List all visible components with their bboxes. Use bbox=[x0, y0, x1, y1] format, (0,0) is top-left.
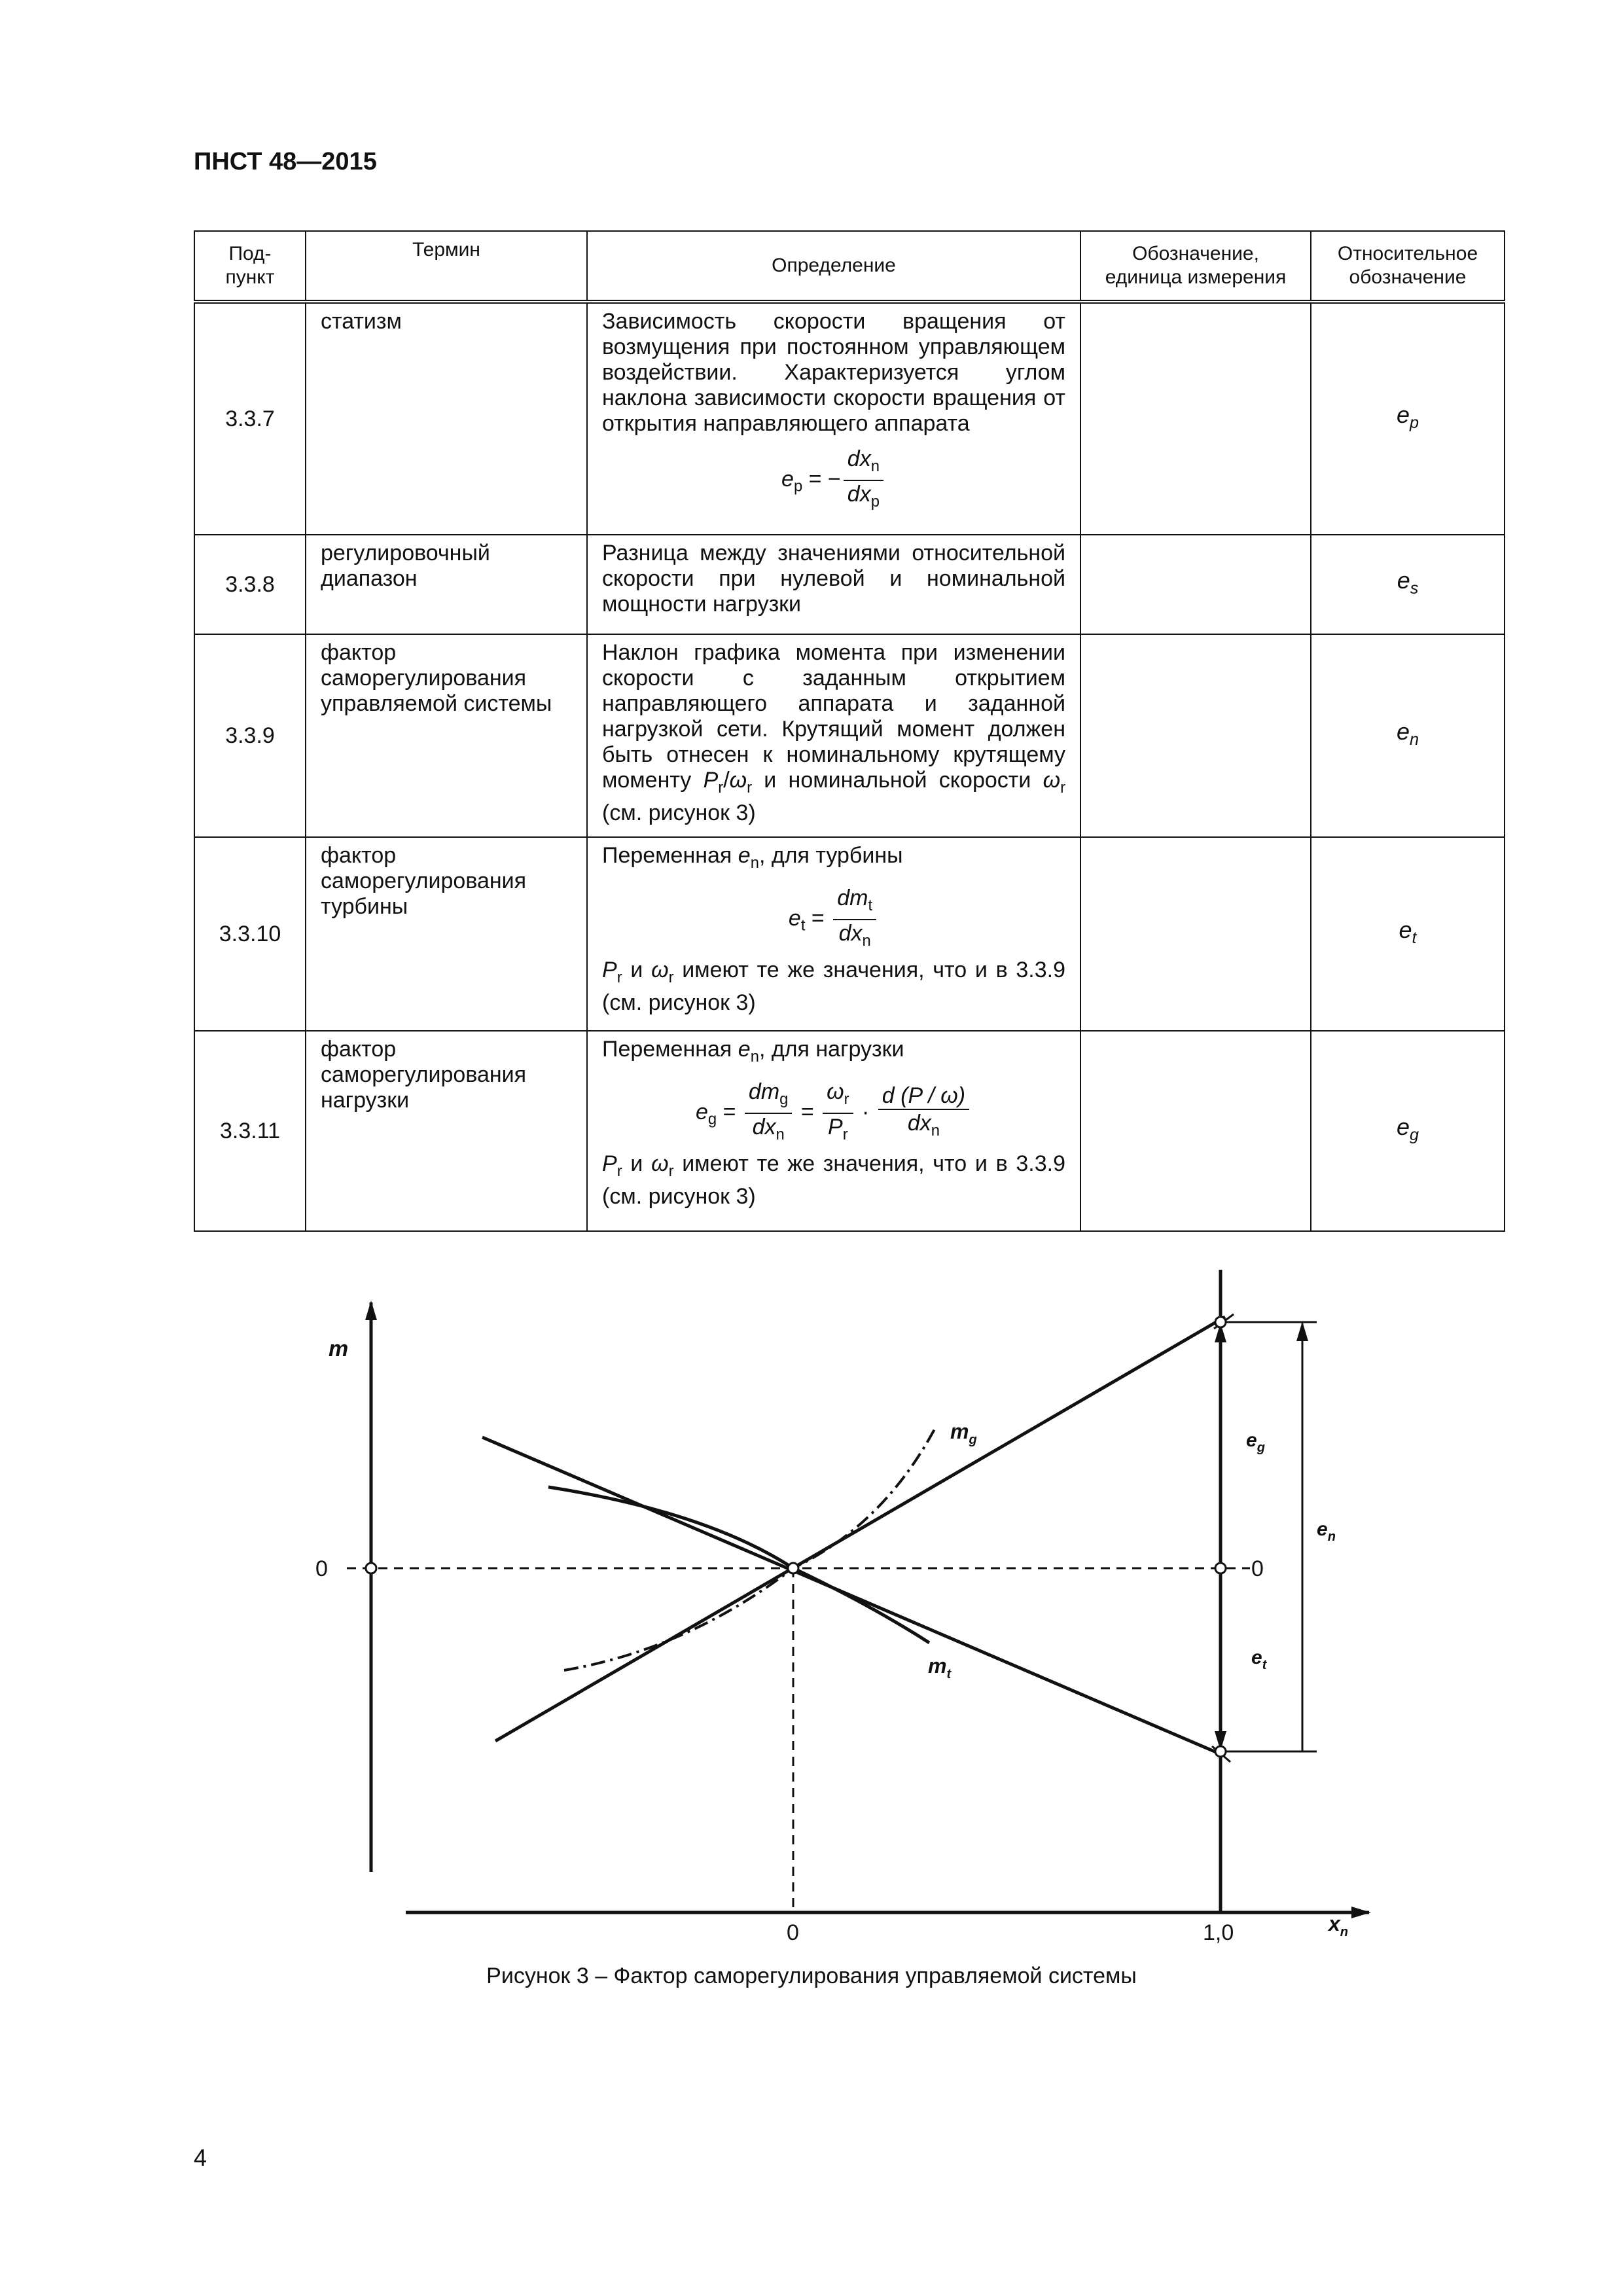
en-label: $e_n$ bbox=[1317, 1518, 1336, 1544]
curve-mt bbox=[548, 1487, 929, 1643]
col-header-subclause: Под- пункт bbox=[194, 231, 306, 302]
m-axis-label: m bbox=[329, 1336, 349, 1361]
col-header-term: Термин bbox=[306, 231, 587, 302]
row-definition: Разница между значениями относительной скорости при нулевой и номинальной мощности нагрузки bbox=[587, 535, 1080, 634]
figure-caption: Рисунок 3 – Фактор саморегулирования управляемой системы bbox=[486, 1964, 1137, 1988]
col-header-relative-designation: Относительное обозначение bbox=[1311, 231, 1505, 302]
terms-table bbox=[194, 230, 1505, 1232]
row-number: 3.3.9 bbox=[194, 634, 306, 837]
figure-3-diagram bbox=[0, 1257, 1623, 2042]
row-definition bbox=[587, 837, 1080, 1031]
table-row bbox=[194, 535, 1505, 634]
row-definition: Наклон графика момента при изменении скорости с заданным открытием направляющего аппарата и заданной нагрузкой сети. Крутящий момент должен быть отнесен к номинальному крутящему моменту $P_r/\omega_r$ и номинальной скорости $\omega_r$ (см. рисунок 3) bbox=[587, 634, 1080, 837]
definition-note: $P_r$ и $\omega_r$ имеют те же значения, что и в 3.3.9 (см. рисунок 3) bbox=[602, 1151, 1065, 1210]
row-unit bbox=[1080, 535, 1311, 634]
fraction: $\frac{d (P / \omega)}{dx_n}$ bbox=[878, 1083, 969, 1144]
fraction: $\frac{dm_t}{dx_n}$ bbox=[833, 885, 876, 954]
row-symbol: $e_g$ bbox=[1311, 1031, 1505, 1231]
formula: $e_g$ = $\frac{dm_g}{dx_n}$ = $\frac{\omega_r}{P_r}$ · $\frac{d (P / \omega)}{dx_n}$ bbox=[602, 1079, 1065, 1148]
point-origin bbox=[788, 1563, 798, 1573]
document-header: ПНСТ 48—2015 bbox=[194, 148, 377, 175]
definition-text: Зависимость скорости вращения от возмущения при постоянном управляющем воздействии. Характеризуется углом наклона зависимости скорости вращения от открытия направляющего аппарата bbox=[602, 309, 1065, 436]
row-definition bbox=[587, 302, 1080, 535]
point-left-zero bbox=[366, 1563, 376, 1573]
row-number: 3.3.8 bbox=[194, 535, 306, 634]
row-term: фактор саморегулирования нагрузки bbox=[306, 1031, 587, 1231]
formula: $e_t$ = $\frac{dm_t}{dx_n}$ bbox=[602, 885, 1065, 954]
mt-label: $m_t$ bbox=[928, 1654, 952, 1681]
row-symbol: $e_t$ bbox=[1311, 837, 1505, 1031]
row-symbol: $e_s$ bbox=[1311, 535, 1505, 634]
col-header-definition: Определение bbox=[587, 231, 1080, 302]
row-number: 3.3.10 bbox=[194, 837, 306, 1031]
point-right-zero bbox=[1215, 1563, 1226, 1573]
row-unit bbox=[1080, 1031, 1311, 1231]
curve-mg bbox=[564, 1427, 936, 1670]
point-lower bbox=[1215, 1746, 1226, 1757]
definition-text: Переменная $e_n$, для турбины bbox=[602, 843, 903, 872]
row-term: фактор саморегулирования управляемой системы bbox=[306, 634, 587, 837]
fraction: $\frac{dx_n}{dx_p}$ bbox=[844, 446, 883, 515]
formula: $e_p$ = − $\frac{dx_n}{dx_p}$ bbox=[602, 446, 1065, 515]
row-term: фактор саморегулирования турбины bbox=[306, 837, 587, 1031]
page-number: 4 bbox=[194, 2144, 207, 2171]
x-axis-label: $x_n$ bbox=[1329, 1912, 1349, 1939]
row-unit bbox=[1080, 837, 1311, 1031]
x-one-label: 1,0 bbox=[1203, 1920, 1234, 1945]
row-symbol: $e_n$ bbox=[1311, 634, 1505, 837]
mg-label: $m_g$ bbox=[950, 1420, 977, 1447]
table-header-row bbox=[194, 231, 1505, 302]
table-row bbox=[194, 837, 1505, 1031]
x-zero-label: 0 bbox=[787, 1920, 799, 1945]
row-unit bbox=[1080, 302, 1311, 535]
eg-label: $e_g$ bbox=[1246, 1429, 1265, 1455]
row-symbol: $e_p$ bbox=[1311, 302, 1505, 535]
point-upper bbox=[1215, 1317, 1226, 1327]
tangent-line-mt bbox=[482, 1437, 1225, 1756]
fraction: $\frac{dm_g}{dx_n}$ bbox=[745, 1079, 792, 1148]
tangent-line-mg bbox=[495, 1317, 1225, 1741]
table-row bbox=[194, 1031, 1505, 1231]
row-term: регулировочный диапазон bbox=[306, 535, 587, 634]
row-number: 3.3.11 bbox=[194, 1031, 306, 1231]
row-unit bbox=[1080, 634, 1311, 837]
row-term: статизм bbox=[306, 302, 587, 535]
table-row bbox=[194, 302, 1505, 535]
col-header-designation: Обозначение, единица измерения bbox=[1080, 231, 1311, 302]
zero-left-label: 0 bbox=[315, 1556, 328, 1581]
fraction: $\frac{\omega_r}{P_r}$ bbox=[823, 1079, 853, 1148]
et-label: $e_t$ bbox=[1251, 1647, 1267, 1672]
table-row bbox=[194, 634, 1505, 837]
definition-note: $P_r$ и $\omega_r$ имеют те же значения, что и в 3.3.9 (см. рисунок 3) bbox=[602, 958, 1065, 1016]
definition-text: Переменная $e_n$, для нагрузки bbox=[602, 1037, 904, 1066]
row-number: 3.3.7 bbox=[194, 302, 306, 535]
zero-right-label: 0 bbox=[1251, 1556, 1264, 1581]
row-definition bbox=[587, 1031, 1080, 1231]
